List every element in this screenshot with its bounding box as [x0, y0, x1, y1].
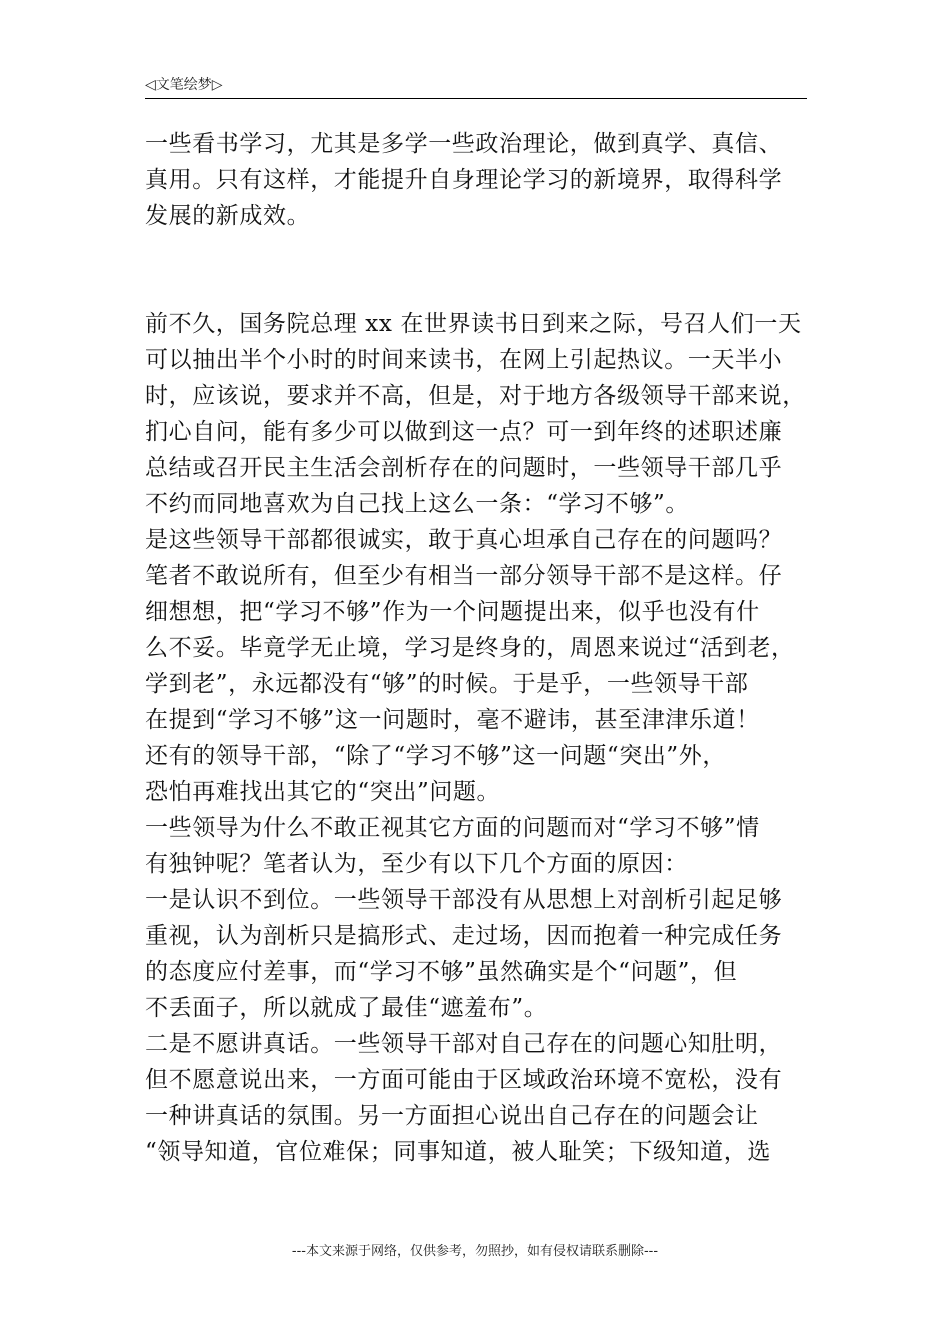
text-line: 但不愿意说出来，一方面可能由于区域政治环境不宽松，没有: [145, 1067, 783, 1093]
paragraph-1: [145, 126, 815, 234]
footer-disclaimer: ---本文来源于网络，仅供参考，勿照抄，如有侵权请联系删除---: [291, 1244, 659, 1259]
header-title: ◁文笔绘梦▷: [145, 77, 223, 93]
text-line: 不丢面子，所以就成了最佳“遮羞布”。: [145, 995, 548, 1021]
text-line: 真用。只有这样，才能提升自身理论学习的新境界，取得科学: [145, 167, 783, 193]
text-line: 恐怕再难找出其它的“突出”问题。: [145, 779, 501, 805]
text-line: 一种讲真话的氛围。另一方面担心说出自己存在的问题会让: [145, 1103, 759, 1129]
text-line: 重视，认为剖析只是搞形式、走过场，因而抱着一种完成任务: [145, 923, 783, 949]
text-line: 么不妥。毕竟学无止境，学习是终身的，周恩来说过“活到老，: [145, 635, 795, 661]
paragraph-gap: [145, 234, 815, 306]
text-line: 不约而同地喜欢为自己找上这么一条：“学习不够”。: [145, 491, 689, 517]
paragraph-2: [145, 306, 815, 1170]
page-header: [145, 72, 807, 99]
text-line: 扪心自问，能有多少可以做到这一点？可一到年终的述职述廉: [145, 419, 783, 445]
document-body: [145, 126, 815, 1170]
text-line: 有独钟呢？笔者认为，至少有以下几个方面的原因：: [145, 851, 688, 877]
text-line: 一是认识不到位。一些领导干部没有从思想上对剖析引起足够: [145, 887, 783, 913]
text-line: 时，应该说，要求并不高，但是，对于地方各级领导干部来说，: [145, 383, 806, 409]
text-line: 一些领导为什么不敢正视其它方面的问题而对“学习不够”情: [145, 815, 760, 841]
text-line: 是这些领导干部都很诚实，敢于真心坦承自己存在的问题吗？: [145, 527, 783, 553]
text-line: 二是不愿讲真话。一些领导干部对自己存在的问题心知肚明，: [145, 1031, 783, 1057]
text-line: “领导知道，官位难保；同事知道，被人耻笑；下级知道，选: [145, 1139, 771, 1165]
text-line: 学到老”，永远都没有“够”的时候。于是乎，一些领导干部: [145, 671, 749, 697]
text-line: 前不久，国务院总理 xx 在世界读书日到来之际，号召人们一天: [145, 311, 802, 337]
text-line: 总结或召开民主生活会剖析存在的问题时，一些领导干部几乎: [145, 455, 783, 481]
text-line: 一些看书学习，尤其是多学一些政治理论，做到真学、真信、: [145, 131, 783, 157]
text-line: 细想想，把“学习不够”作为一个问题提出来，似乎也没有什: [145, 599, 760, 625]
text-line: 可以抽出半个小时的时间来读书，在网上引起热议。一天半小: [145, 347, 783, 373]
text-line: 还有的领导干部，“除了“学习不够”这一问题“突出”外，: [145, 743, 726, 769]
text-line: 在提到“学习不够”这一问题时，毫不避讳，甚至津津乐道！: [145, 707, 760, 733]
text-line: 发展的新成效。: [145, 203, 311, 229]
text-line: 笔者不敢说所有，但至少有相当一部分领导干部不是这样。仔: [145, 563, 783, 589]
text-line: 的态度应付差事，而“学习不够”虽然确实是个“问题”，但: [145, 959, 738, 985]
